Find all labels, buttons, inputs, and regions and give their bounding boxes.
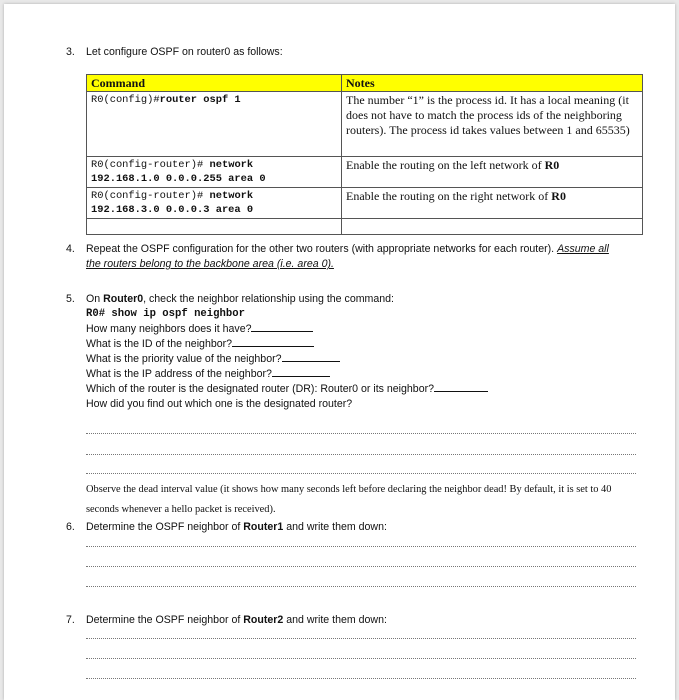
answer-blank[interactable] (282, 352, 340, 362)
worksheet-page (4, 4, 675, 700)
question-6-number: 6. (66, 521, 75, 533)
table-row (87, 92, 643, 157)
command-keyword: router ospf 1 (159, 94, 241, 106)
question-5-item (86, 397, 646, 412)
table-row (87, 157, 643, 188)
question-text: What is the priority value of the neighbor? (86, 353, 282, 365)
question-5-item (86, 352, 646, 367)
question-7-router: Router2 (243, 614, 284, 626)
command-args: 192.168.3.0 0.0.0.3 area 0 (91, 204, 254, 216)
intro-prefix: On (86, 293, 104, 305)
answer-line[interactable] (86, 658, 636, 659)
intro-suffix: , check the neighbor relationship using the command: (143, 293, 394, 305)
command-cell (87, 188, 342, 219)
question-text: What is the IP address of the neighbor? (86, 368, 272, 380)
question-6 (66, 520, 387, 535)
note-cell (342, 188, 643, 219)
show-neighbor-command: R0# show ip ospf neighbor (86, 308, 245, 320)
header-command: Command (87, 75, 342, 92)
command-cell (87, 92, 342, 157)
note-text: Enable the routing on the right network of (346, 189, 552, 203)
question-5-item (86, 337, 646, 352)
question-4-emphasis-2: the routers belong to the backbone area (i.e. area 0). (86, 258, 334, 270)
intro-router: Router0 (103, 293, 144, 305)
answer-blank[interactable] (272, 367, 330, 377)
question-4-text: Repeat the OSPF configuration for the other two routers (with appropriate networks for each router). (86, 243, 555, 255)
question-3-text: Let configure OSPF on router0 as follows: (86, 46, 283, 58)
question-6-suffix: and write them down: (283, 521, 387, 533)
question-5-item (86, 367, 646, 382)
answer-blank[interactable] (434, 382, 488, 392)
answer-line[interactable] (86, 678, 636, 679)
question-3 (66, 45, 283, 60)
command-prompt: R0(config-router)# (91, 159, 204, 171)
answer-line[interactable] (86, 433, 636, 434)
command-args: 192.168.1.0 0.0.0.255 area 0 (91, 173, 266, 185)
command-cell (87, 157, 342, 188)
note-router: R0 (544, 158, 560, 172)
question-text: What is the ID of the neighbor? (86, 338, 233, 350)
question-4-number: 4. (66, 243, 75, 255)
question-text: How many neighbors does it have? (86, 323, 252, 335)
question-7-text: Determine the OSPF neighbor of (86, 614, 244, 626)
note-router: R0 (551, 189, 566, 203)
answer-line[interactable] (86, 586, 636, 587)
answer-line[interactable] (86, 638, 636, 639)
command-prompt: R0(config-router)# (91, 190, 204, 202)
question-6-text: Determine the OSPF neighbor of (86, 521, 244, 533)
command-prompt: R0(config)# (91, 94, 160, 106)
note-cell (342, 157, 643, 188)
question-5 (66, 292, 646, 412)
ospf-command-table (86, 74, 643, 235)
question-5-intro (86, 292, 646, 307)
dead-interval-note: Observe the dead interval value (it shows how many seconds left before declaring the neighbor dead! By default, it is set to 40 seconds whenever a hello packet is received). (86, 484, 612, 515)
empty-cell (342, 219, 643, 235)
answer-line[interactable] (86, 566, 636, 567)
answer-blank[interactable] (251, 322, 313, 332)
question-5-item (86, 322, 646, 337)
question-4 (66, 242, 646, 272)
question-5-number: 5. (66, 293, 75, 305)
header-notes: Notes (342, 75, 643, 92)
answer-blank[interactable] (232, 337, 314, 347)
question-7-number: 7. (66, 614, 75, 626)
table-header-row (87, 75, 643, 92)
question-6-router: Router1 (243, 521, 284, 533)
answer-line[interactable] (86, 473, 636, 474)
question-3-number: 3. (66, 46, 75, 58)
answer-line[interactable] (86, 546, 636, 547)
question-7 (66, 613, 387, 628)
note-cell: The number “1” is the process id. It has a local meaning (it does not have to match the process ids of the neighboring routers). The process id takes values between 1 and 65535) (342, 92, 643, 157)
question-text: Which of the router is the designated router (DR): Router0 or its neighbor? (86, 383, 435, 395)
question-5-item (86, 382, 646, 397)
answer-line[interactable] (86, 454, 636, 455)
table-row-empty (87, 219, 643, 235)
question-text: How did you find out which one is the designated router? (86, 398, 353, 410)
question-4-emphasis-1: Assume all (557, 243, 609, 255)
command-keyword: network (209, 159, 254, 171)
question-7-suffix: and write them down: (283, 614, 387, 626)
empty-cell (87, 219, 342, 235)
command-keyword: network (209, 190, 254, 202)
table-row (87, 188, 643, 219)
note-text: Enable the routing on the left network of (346, 158, 545, 172)
